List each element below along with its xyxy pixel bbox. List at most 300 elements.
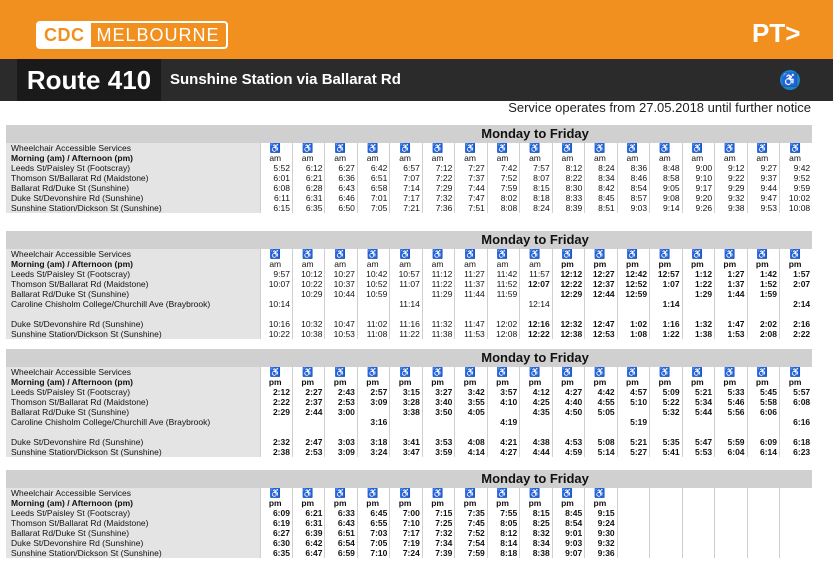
departure-time: 10:52 <box>357 279 389 289</box>
departure-time <box>780 548 813 558</box>
accessible-icon: ♿ <box>617 143 649 153</box>
departure-time: 8:38 <box>520 548 552 558</box>
departure-time: 6:43 <box>325 518 357 528</box>
departure-time: 4:12 <box>520 387 552 397</box>
am-pm-cell: am <box>520 153 552 163</box>
departure-time: 8:05 <box>487 518 519 528</box>
departure-time: 5:22 <box>650 397 682 407</box>
departure-time <box>292 417 324 437</box>
departure-time: 6:27 <box>325 163 357 173</box>
departure-time: 6:15 <box>260 203 292 213</box>
departure-time <box>585 299 617 319</box>
departure-time: 11:27 <box>455 269 487 279</box>
departure-time: 5:44 <box>682 407 714 417</box>
departure-time: 12:59 <box>617 289 649 299</box>
departure-time: 11:42 <box>487 269 519 279</box>
departure-time: 9:03 <box>552 538 584 548</box>
stop-row <box>6 203 812 213</box>
am-pm-cell: am <box>422 153 454 163</box>
departure-time <box>650 508 682 518</box>
departure-time: 8:42 <box>585 183 617 193</box>
section-title-spacer <box>6 125 260 143</box>
departure-time <box>617 407 649 417</box>
departure-time: 9:57 <box>260 269 292 279</box>
departure-time: 6:31 <box>292 518 324 528</box>
stop-row <box>6 329 812 339</box>
departure-time: 6:57 <box>390 163 422 173</box>
departure-time: 6:36 <box>325 173 357 183</box>
am-pm-cell: am <box>747 153 779 163</box>
departure-time: 5:21 <box>617 437 649 447</box>
stop-row <box>6 299 812 319</box>
stop-name: Ballarat Rd/Duke St (Sunshine) <box>6 183 260 193</box>
departure-time: 8:36 <box>617 163 649 173</box>
departure-time: 7:52 <box>455 528 487 538</box>
departure-time: 12:08 <box>487 329 519 339</box>
stop-name: Caroline Chisholm College/Churchill Ave (Braybrook) <box>6 299 260 319</box>
departure-time: 2:53 <box>325 397 357 407</box>
am-pm-cell: am <box>422 259 454 269</box>
departure-time: 9:00 <box>682 163 714 173</box>
am-pm-cell: am <box>520 259 552 269</box>
departure-time: 7:42 <box>487 163 519 173</box>
departure-time: 7:17 <box>390 528 422 538</box>
departure-time: 7:21 <box>390 203 422 213</box>
departure-time: 2:53 <box>292 447 324 457</box>
departure-time: 12:38 <box>552 329 584 339</box>
departure-time: 2:43 <box>325 387 357 397</box>
departure-time: 7:47 <box>455 193 487 203</box>
departure-time: 9:27 <box>747 163 779 173</box>
departure-time: 1:32 <box>682 319 714 329</box>
stop-name: Duke St/Devonshire Rd (Sunshine) <box>6 538 260 548</box>
section-title-spacer <box>6 470 260 488</box>
departure-time: 7:22 <box>422 173 454 183</box>
departure-time: 7:45 <box>455 518 487 528</box>
departure-time: 8:45 <box>585 193 617 203</box>
departure-time: 8:46 <box>617 173 649 183</box>
departure-time <box>617 299 649 319</box>
accessible-icon: ♿ <box>390 143 422 153</box>
departure-time: 11:08 <box>357 329 389 339</box>
departure-time: 1:29 <box>682 289 714 299</box>
departure-time: 6:46 <box>325 193 357 203</box>
accessible-icon: ♿ <box>455 367 487 377</box>
departure-time: 5:05 <box>585 407 617 417</box>
am-pm-cell: pm <box>455 377 487 387</box>
departure-time: 9:08 <box>650 193 682 203</box>
departure-time: 6:18 <box>780 437 813 447</box>
stop-name: Duke St/Devonshire Rd (Sunshine) <box>6 319 260 329</box>
am-pm-cell: am <box>552 153 584 163</box>
departure-time: 9:32 <box>585 538 617 548</box>
accessible-icon: ♿ <box>422 143 454 153</box>
am-pm-cell: pm <box>552 498 584 508</box>
stop-name: Caroline Chisholm College/Churchill Ave (Braybrook) <box>6 417 260 437</box>
departure-time: 11:22 <box>422 279 454 289</box>
route-destination: Sunshine Station via Ballarat Rd <box>170 71 401 88</box>
departure-time: 6:14 <box>747 447 779 457</box>
am-pm-cell: am <box>390 259 422 269</box>
am-pm-cell: pm <box>780 259 813 269</box>
accessible-icon: ♿ <box>780 143 813 153</box>
departure-time: 5:47 <box>682 437 714 447</box>
am-pm-cell: pm <box>357 498 389 508</box>
am-pm-row-label: Morning (am) / Afternoon (pm) <box>6 498 260 508</box>
departure-time: 10:12 <box>292 269 324 279</box>
departure-time: 10:08 <box>780 203 813 213</box>
am-pm-cell <box>617 498 649 508</box>
accessible-icon: ♿ <box>585 143 617 153</box>
departure-time: 11:47 <box>455 319 487 329</box>
departure-time: 2:37 <box>292 397 324 407</box>
departure-time <box>455 299 487 319</box>
am-pm-cell: am <box>455 153 487 163</box>
logo-city-text: MELBOURNE <box>96 25 220 45</box>
departure-time: 3:18 <box>357 437 389 447</box>
stop-name: Sunshine Station/Dickson St (Sunshine) <box>6 203 260 213</box>
departure-time: 5:08 <box>585 437 617 447</box>
am-pm-cell: am <box>357 259 389 269</box>
departure-time: 1:08 <box>617 329 649 339</box>
departure-time: 3:53 <box>422 437 454 447</box>
departure-time: 2:22 <box>260 397 292 407</box>
departure-time: 6:12 <box>292 163 324 173</box>
departure-time: 1:12 <box>682 269 714 279</box>
departure-time <box>552 299 584 319</box>
am-pm-cell <box>780 498 813 508</box>
departure-time: 8:32 <box>520 528 552 538</box>
departure-time: 4:40 <box>552 397 584 407</box>
departure-time: 5:19 <box>617 417 649 437</box>
departure-time <box>422 417 454 437</box>
departure-time: 6:43 <box>325 183 357 193</box>
departure-time: 8:48 <box>650 163 682 173</box>
departure-time: 12:52 <box>617 279 649 289</box>
departure-time <box>715 518 747 528</box>
departure-time: 10:16 <box>260 319 292 329</box>
accessible-icon: ♿ <box>390 367 422 377</box>
departure-time: 9:53 <box>747 203 779 213</box>
departure-time: 6:50 <box>325 203 357 213</box>
am-pm-cell: pm <box>715 377 747 387</box>
departure-time: 7:37 <box>455 173 487 183</box>
departure-time <box>780 518 813 528</box>
departure-time <box>650 548 682 558</box>
departure-time: 3:28 <box>390 397 422 407</box>
ptv-logo: PT> <box>752 18 801 48</box>
service-notice: Service operates from 27.05.2018 until further notice <box>508 100 811 115</box>
am-pm-cell: pm <box>487 377 519 387</box>
departure-time: 3:57 <box>487 387 519 397</box>
departure-time: 5:45 <box>747 387 779 397</box>
stop-row <box>6 319 812 329</box>
departure-time: 5:21 <box>682 387 714 397</box>
departure-time: 4:27 <box>552 387 584 397</box>
section-title-spacer <box>6 231 260 249</box>
departure-time: 6:58 <box>357 183 389 193</box>
departure-time: 9:59 <box>780 183 813 193</box>
am-pm-cell: pm <box>292 498 324 508</box>
departure-time: 7:44 <box>455 183 487 193</box>
stop-row <box>6 173 812 183</box>
am-pm-row-label: Morning (am) / Afternoon (pm) <box>6 259 260 269</box>
accessible-icon: ♿ <box>747 143 779 153</box>
departure-time <box>650 289 682 299</box>
departure-time: 5:46 <box>715 397 747 407</box>
wheelchair-row-label: Wheelchair Accessible Services <box>6 249 260 259</box>
departure-time: 8:51 <box>585 203 617 213</box>
accessible-icon: ♿ <box>487 367 519 377</box>
departure-time: 12:47 <box>585 319 617 329</box>
stop-row <box>6 193 812 203</box>
departure-time: 8:57 <box>617 193 649 203</box>
departure-time: 1:22 <box>650 329 682 339</box>
departure-time: 7:03 <box>357 528 389 538</box>
accessible-icon: ♿ <box>487 143 519 153</box>
departure-time: 7:36 <box>422 203 454 213</box>
departure-time: 10:02 <box>780 193 813 203</box>
am-pm-cell: pm <box>617 377 649 387</box>
departure-time: 4:27 <box>487 447 519 457</box>
departure-time: 11:57 <box>520 269 552 279</box>
departure-time: 1:38 <box>682 329 714 339</box>
accessible-icon: ♿ <box>650 249 682 259</box>
stop-row <box>6 518 812 528</box>
departure-time: 11:44 <box>455 289 487 299</box>
stop-row <box>6 387 812 397</box>
departure-time <box>650 528 682 538</box>
departure-time <box>715 548 747 558</box>
departure-time: 12:14 <box>520 299 552 319</box>
departure-time: 12:44 <box>585 289 617 299</box>
departure-time: 10:27 <box>325 269 357 279</box>
departure-time: 10:22 <box>292 279 324 289</box>
am-pm-cell: pm <box>357 377 389 387</box>
departure-time: 5:41 <box>650 447 682 457</box>
departure-time: 6:54 <box>325 538 357 548</box>
departure-time: 3:59 <box>422 447 454 457</box>
accessible-icon: ♿ <box>292 488 324 498</box>
am-pm-cell: pm <box>325 377 357 387</box>
section-title: Monday to Friday <box>260 125 812 143</box>
departure-time: 4:57 <box>617 387 649 397</box>
departure-time: 3:47 <box>390 447 422 457</box>
am-pm-cell: am <box>260 153 292 163</box>
stop-name: Sunshine Station/Dickson St (Sunshine) <box>6 548 260 558</box>
stop-name: Thomson St/Ballarat Rd (Maidstone) <box>6 279 260 289</box>
am-pm-cell: pm <box>260 377 292 387</box>
departure-time: 7:55 <box>487 508 519 518</box>
am-pm-cell: pm <box>780 377 813 387</box>
stop-row <box>6 397 812 407</box>
departure-time: 8:54 <box>617 183 649 193</box>
departure-time: 7:27 <box>455 163 487 173</box>
cdc-melbourne-logo <box>36 21 228 49</box>
departure-time: 5:14 <box>585 447 617 457</box>
accessible-icon: ♿ <box>747 249 779 259</box>
departure-time: 11:37 <box>455 279 487 289</box>
accessible-icon: ♿ <box>455 143 487 153</box>
stop-row <box>6 407 812 417</box>
departure-time: 5:58 <box>747 397 779 407</box>
departure-time <box>552 417 584 437</box>
departure-time <box>747 528 779 538</box>
stop-row <box>6 289 812 299</box>
departure-time: 1:27 <box>715 269 747 279</box>
departure-time: 6:33 <box>325 508 357 518</box>
departure-time: 1:47 <box>715 319 747 329</box>
accessible-icon: ♿ <box>617 367 649 377</box>
departure-time: 6:39 <box>292 528 324 538</box>
departure-time: 5:53 <box>682 447 714 457</box>
departure-time <box>617 508 649 518</box>
departure-time: 1:16 <box>650 319 682 329</box>
departure-time: 8:02 <box>487 193 519 203</box>
am-pm-cell: am <box>585 153 617 163</box>
accessible-icon: ♿ <box>260 488 292 498</box>
departure-time: 7:34 <box>422 538 454 548</box>
departure-time: 7:05 <box>357 538 389 548</box>
departure-time: 8:25 <box>520 518 552 528</box>
departure-time: 7:32 <box>422 528 454 538</box>
departure-time <box>617 528 649 538</box>
departure-time: 12:02 <box>487 319 519 329</box>
stop-name: Thomson St/Ballarat Rd (Maidstone) <box>6 173 260 183</box>
departure-time: 8:54 <box>552 518 584 528</box>
am-pm-row-label: Morning (am) / Afternoon (pm) <box>6 377 260 387</box>
accessible-icon: ♿ <box>715 249 747 259</box>
departure-time: 9:26 <box>682 203 714 213</box>
departure-time: 11:02 <box>357 319 389 329</box>
accessible-icon <box>780 488 813 498</box>
accessible-icon: ♿ <box>325 367 357 377</box>
accessible-icon: ♿ <box>715 367 747 377</box>
departure-time: 12:37 <box>585 279 617 289</box>
departure-time: 10:38 <box>292 329 324 339</box>
departure-time <box>747 508 779 518</box>
departure-time: 7:00 <box>390 508 422 518</box>
am-pm-cell: am <box>487 259 519 269</box>
departure-time <box>747 548 779 558</box>
am-pm-cell: am <box>390 153 422 163</box>
stop-row <box>6 417 812 437</box>
departure-time <box>780 528 813 538</box>
departure-time: 2:07 <box>780 279 813 289</box>
departure-time: 4:55 <box>585 397 617 407</box>
accessible-icon: ♿ <box>552 249 584 259</box>
am-pm-cell: pm <box>422 377 454 387</box>
section-title: Monday to Friday <box>260 231 812 249</box>
stop-name: Ballarat Rd/Duke St (Sunshine) <box>6 289 260 299</box>
am-pm-row-label: Morning (am) / Afternoon (pm) <box>6 153 260 163</box>
departure-time: 9:14 <box>650 203 682 213</box>
departure-time: 2:08 <box>747 329 779 339</box>
departure-time: 12:16 <box>520 319 552 329</box>
accessible-icon: ♿ <box>780 249 813 259</box>
stop-row <box>6 279 812 289</box>
stop-name: Sunshine Station/Dickson St (Sunshine) <box>6 329 260 339</box>
departure-time: 5:32 <box>650 407 682 417</box>
am-pm-cell: pm <box>520 377 552 387</box>
am-pm-cell: pm <box>682 259 714 269</box>
departure-time: 2:02 <box>747 319 779 329</box>
departure-time: 1:42 <box>747 269 779 279</box>
departure-time <box>650 417 682 437</box>
departure-time: 3:50 <box>422 407 454 417</box>
accessible-icon: ♿ <box>325 143 357 153</box>
departure-time: 5:57 <box>780 387 813 397</box>
departure-time: 6:27 <box>260 528 292 538</box>
departure-time: 2:27 <box>292 387 324 397</box>
departure-time <box>715 417 747 437</box>
am-pm-cell: am <box>292 153 324 163</box>
accessible-icon: ♿ <box>422 367 454 377</box>
departure-time: 7:52 <box>487 173 519 183</box>
departure-time <box>455 417 487 437</box>
departure-time <box>715 299 747 319</box>
departure-time: 8:15 <box>520 508 552 518</box>
accessible-icon: ♿ <box>487 249 519 259</box>
accessible-icon: ♿ <box>292 249 324 259</box>
departure-time: 9:42 <box>780 163 813 173</box>
departure-time: 8:18 <box>520 193 552 203</box>
stop-name: Duke St/Devonshire Rd (Sunshine) <box>6 437 260 447</box>
departure-time: 3:40 <box>422 397 454 407</box>
departure-time: 9:22 <box>715 173 747 183</box>
departure-time: 6:59 <box>325 548 357 558</box>
departure-time: 9:01 <box>552 528 584 538</box>
am-pm-cell: am <box>617 153 649 163</box>
am-pm-cell: pm <box>585 498 617 508</box>
departure-time: 12:42 <box>617 269 649 279</box>
accessible-icon: ♿ <box>552 143 584 153</box>
departure-time: 4:10 <box>487 397 519 407</box>
departure-time: 4:21 <box>487 437 519 447</box>
departure-time: 9:37 <box>747 173 779 183</box>
departure-time: 4:53 <box>552 437 584 447</box>
departure-time: 8:14 <box>487 538 519 548</box>
am-pm-cell: pm <box>390 377 422 387</box>
departure-time: 6:47 <box>292 548 324 558</box>
departure-time: 7:10 <box>390 518 422 528</box>
timetable-section <box>6 470 812 558</box>
accessible-icon: ♿ <box>585 488 617 498</box>
departure-time <box>747 299 779 319</box>
departure-time: 3:09 <box>357 397 389 407</box>
departure-time: 12:53 <box>585 329 617 339</box>
section-title: Monday to Friday <box>260 349 812 367</box>
am-pm-cell <box>715 498 747 508</box>
stop-row <box>6 437 812 447</box>
am-pm-cell: am <box>455 259 487 269</box>
departure-time: 4:08 <box>455 437 487 447</box>
accessible-icon: ♿ <box>552 488 584 498</box>
departure-time: 6:35 <box>292 203 324 213</box>
departure-time <box>715 508 747 518</box>
departure-time <box>682 518 714 528</box>
departure-time: 7:32 <box>422 193 454 203</box>
departure-time: 10:53 <box>325 329 357 339</box>
route-number: Route 410 <box>17 59 161 101</box>
departure-time: 7:15 <box>422 508 454 518</box>
departure-time <box>780 289 813 299</box>
departure-time <box>487 407 519 417</box>
departure-time: 8:24 <box>520 203 552 213</box>
departure-time: 8:58 <box>650 173 682 183</box>
accessible-icon: ♿ <box>585 249 617 259</box>
departure-time: 12:27 <box>585 269 617 279</box>
